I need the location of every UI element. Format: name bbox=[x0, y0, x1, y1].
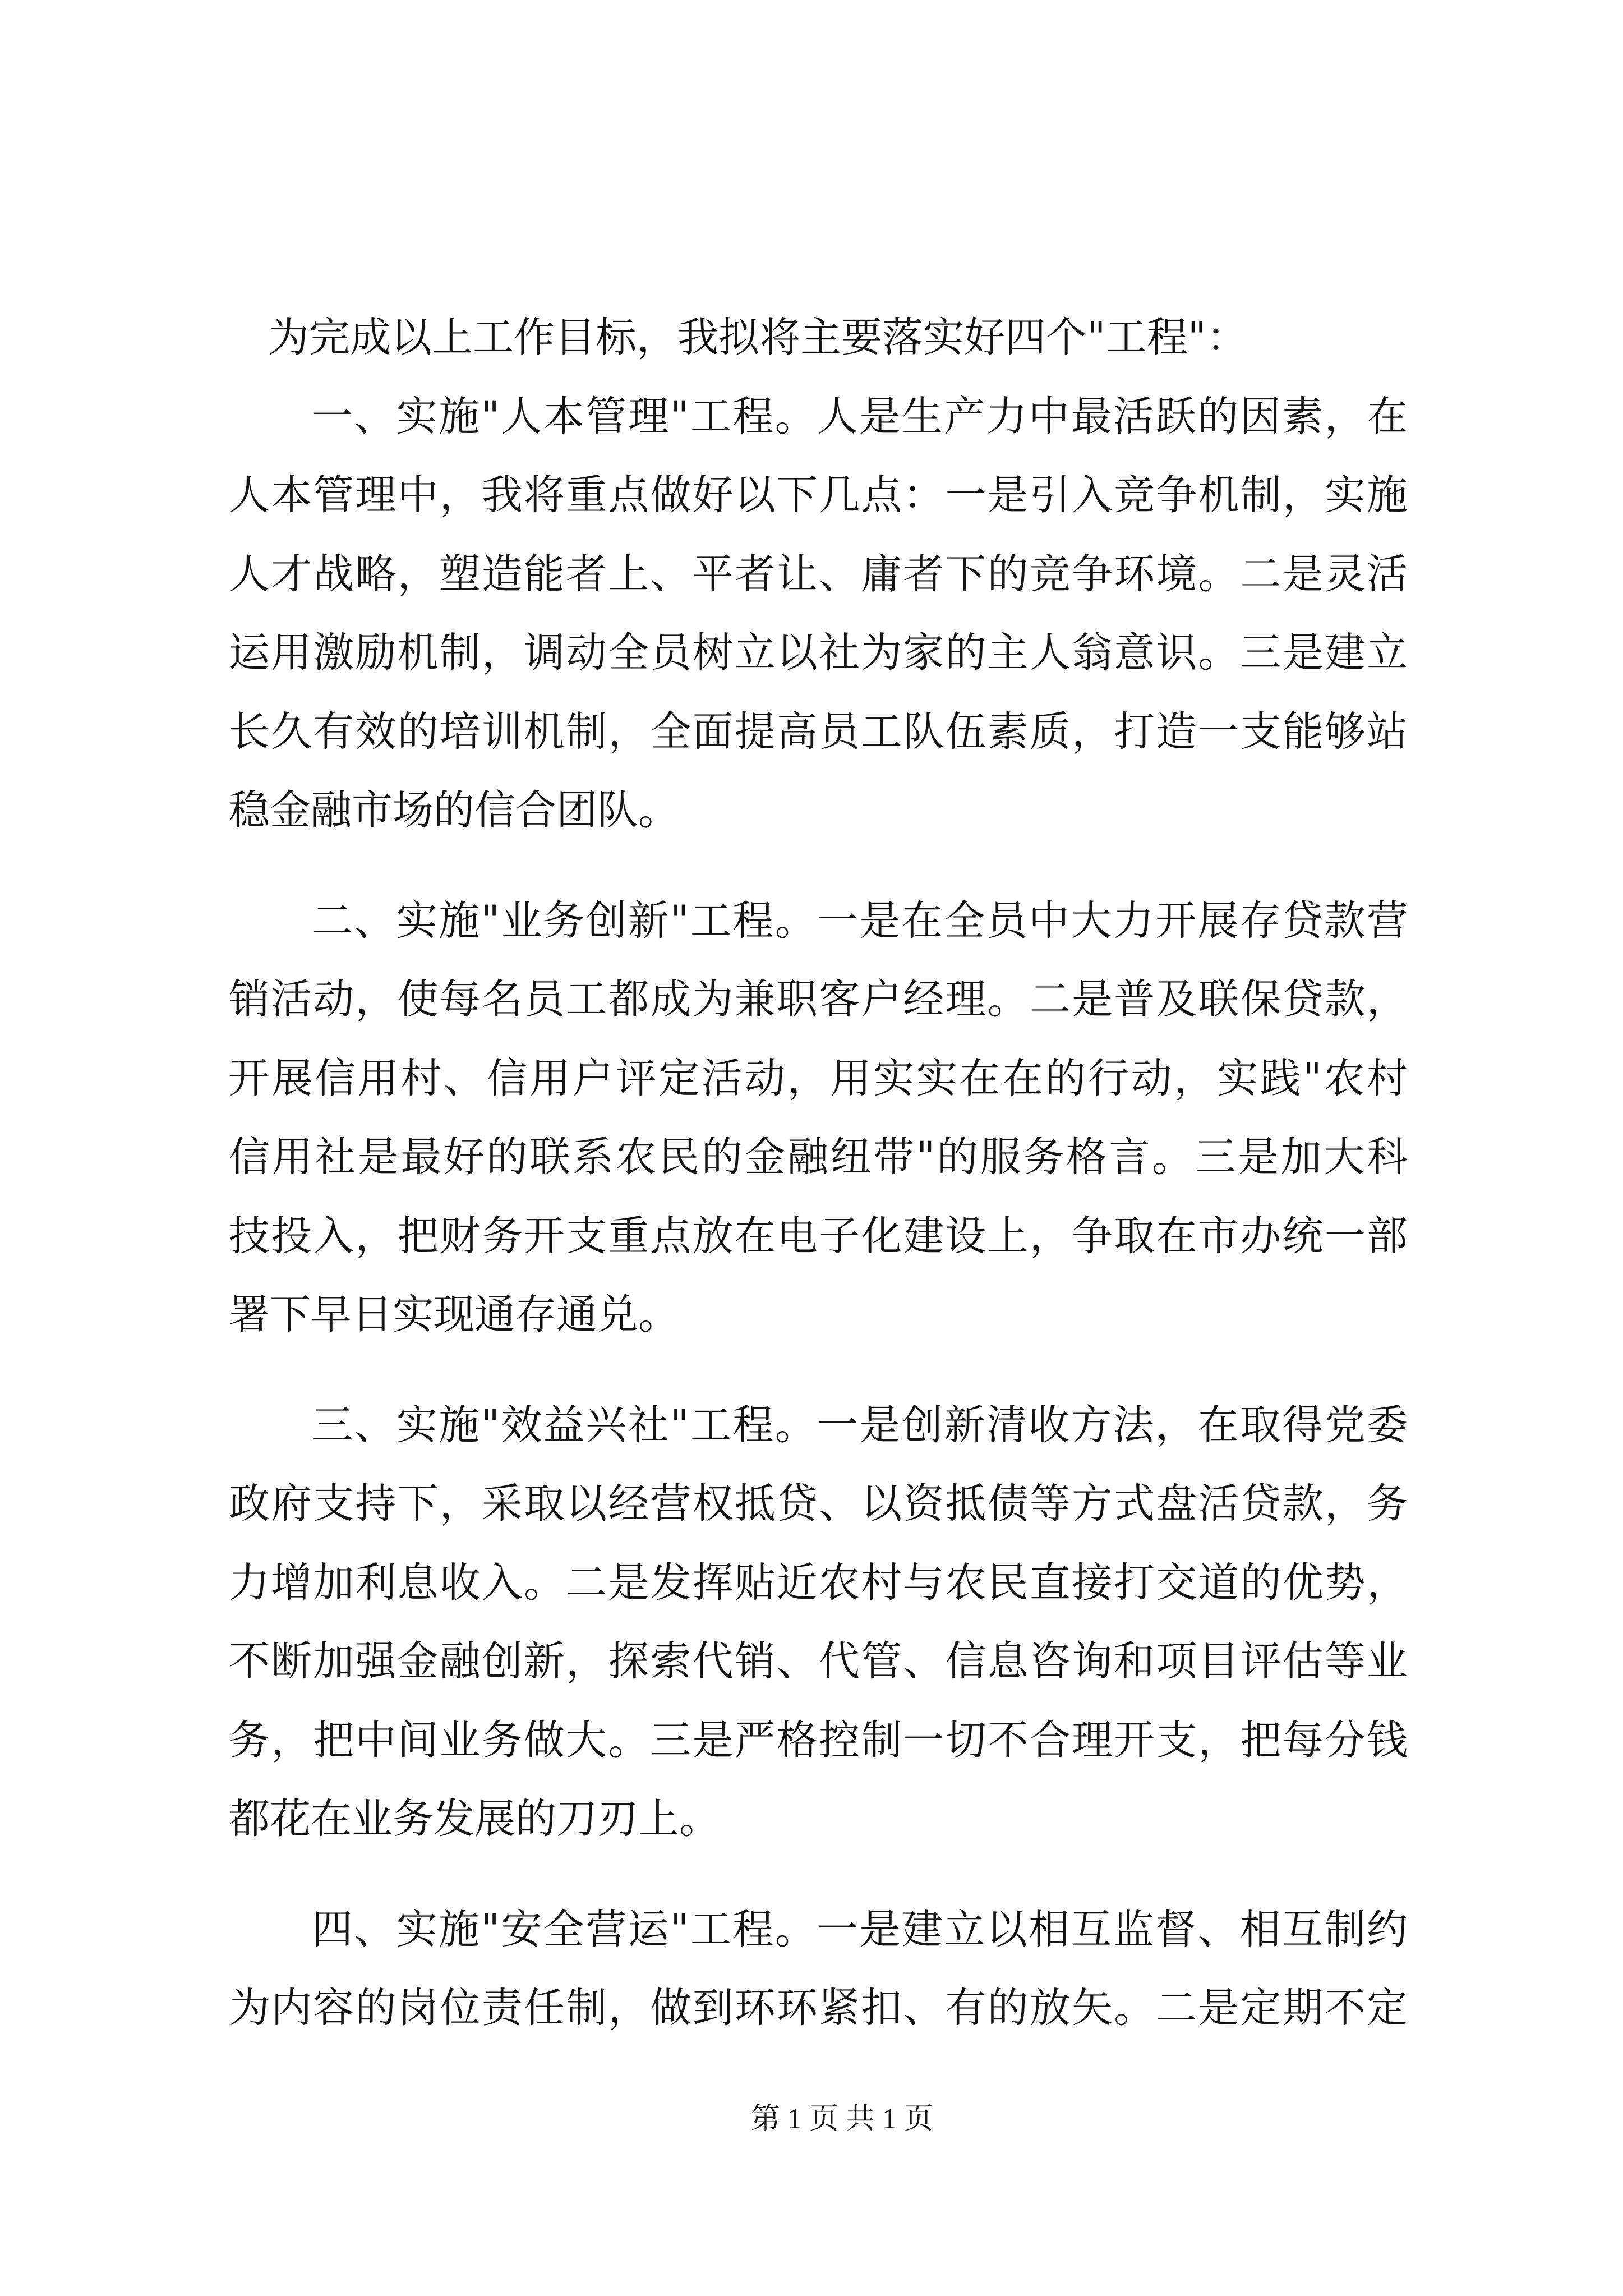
text-line: 为内容的岗位责任制，做到环环紧扣、有的放矢。二是定期不定 bbox=[229, 1984, 1408, 2032]
text-line: 运用激励机制，调动全员树立以社为家的主人翁意识。三是建立 bbox=[229, 629, 1408, 677]
text-line: 二、实施"业务创新"工程。一是在全员中大力开展存贷款营 bbox=[312, 896, 1408, 945]
text-line: 政府支持下，采取以经营权抵贷、以资抵债等方式盘活贷款，务 bbox=[229, 1480, 1408, 1527]
document-body bbox=[229, 298, 1408, 2048]
text-line: 署下早日实现通存通兑。 bbox=[229, 1291, 679, 1338]
text-line: 长久有效的培训机制，全面提高员工队伍素质，打造一支能够站 bbox=[229, 707, 1408, 756]
text-line: 销活动，使每名员工都成为兼职客户经理。二是普及联保贷款， bbox=[229, 976, 1408, 1023]
text-line: 人本管理中，我将重点做好以下几点：一是引入竞争机制，实施 bbox=[229, 471, 1408, 519]
paragraph-efficiency bbox=[229, 1386, 1408, 1859]
paragraph-business-innovation bbox=[229, 882, 1408, 1355]
text-line: 技投入，把财务开支重点放在电子化建设上，争取在市办统一部 bbox=[229, 1212, 1408, 1260]
paragraph-safe-operation bbox=[229, 1890, 1408, 2048]
page-footer: 第 1 页 共 1 页 bbox=[750, 2103, 933, 2135]
text-line: 力增加利息收入。二是发挥贴近农村与农民直接打交道的优势， bbox=[229, 1558, 1408, 1607]
text-line: 信用社是最好的联系农民的金融纽带"的服务格言。三是加大科 bbox=[229, 1133, 1408, 1181]
text-line: 三、实施"效益兴社"工程。一是创新清收方法，在取得党委 bbox=[312, 1401, 1408, 1449]
text-line: 为完成以上工作目标，我拟将主要落实好四个"工程"： bbox=[268, 314, 1248, 361]
text-line: 稳金融市场的信合团队。 bbox=[229, 786, 679, 834]
text-line: 不断加强金融创新，探索代销、代管、信息咨询和项目评估等业 bbox=[229, 1637, 1408, 1685]
paragraph-intro bbox=[229, 298, 1408, 378]
text-line: 开展信用村、信用户评定活动，用实实在在的行动，实践"农村 bbox=[229, 1054, 1408, 1102]
text-line: 四、实施"安全营运"工程。一是建立以相互监督、相互制约 bbox=[312, 1905, 1408, 1953]
text-line: 人才战略，塑造能者上、平者让、庸者下的竞争环境。二是灵活 bbox=[229, 550, 1408, 598]
paragraph-people-management bbox=[229, 378, 1408, 850]
text-line: 务，把中间业务做大。三是严格控制一切不合理开支，把每分钱 bbox=[229, 1716, 1408, 1764]
text-line: 一、实施"人本管理"工程。人是生产力中最活跃的因素，在 bbox=[312, 392, 1408, 440]
text-line: 都花在业务发展的刀刃上。 bbox=[229, 1795, 720, 1843]
